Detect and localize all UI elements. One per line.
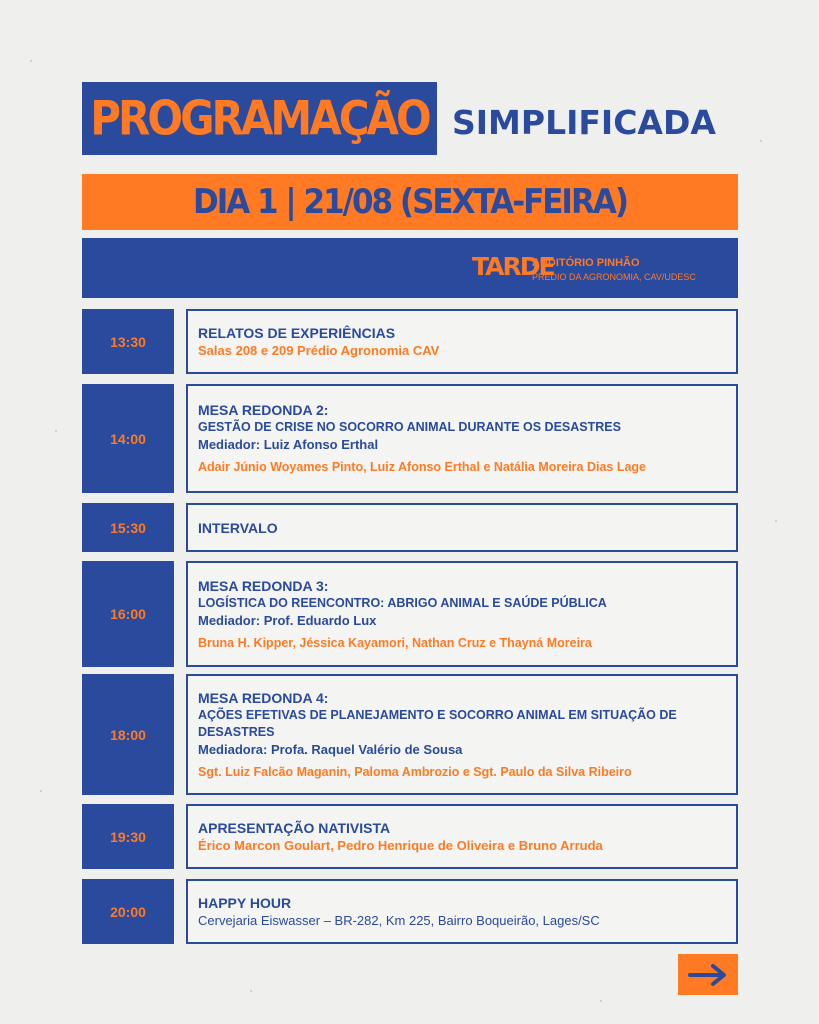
schedule-time: 19:30: [82, 804, 174, 869]
schedule-details: [186, 309, 738, 374]
schedule-speakers: Sgt. Luiz Falcão Maganin, Paloma Ambrozio e Sgt. Paulo da Silva Ribeiro: [198, 764, 632, 779]
schedule-title: MESA REDONDA 2:: [198, 402, 329, 418]
venue-name: AUDITÓRIO PINHÃO: [532, 257, 640, 269]
schedule-time: 16:00: [82, 561, 174, 667]
schedule-speakers: Bruna H. Kipper, Jéssica Kayamori, Nathan Cruz e Thayná Moreira: [198, 635, 592, 650]
schedule-time: 20:00: [82, 879, 174, 944]
schedule-subtitle: GESTÃO DE CRISE NO SOCORRO ANIMAL DURANTE OS DESASTRES: [198, 420, 621, 434]
schedule-item: [82, 384, 738, 493]
schedule-details: [186, 503, 738, 552]
schedule-mediator: Mediador: Luiz Afonso Erthal: [198, 437, 379, 452]
schedule-item: [82, 309, 738, 374]
schedule-subtitle: AÇÕES EFETIVAS DE PLANEJAMENTO E SOCORRO ANIMAL EM SITUAÇÃO DE DESASTRES: [198, 707, 677, 739]
schedule-address: Cervejaria Eiswasser – BR-282, Km 225, Bairro Boqueirão, Lages/SC: [198, 912, 600, 928]
venue-address: PRÉDIO DA AGRONOMIA, CAV/UDESC: [532, 272, 696, 282]
texture-speck: [775, 520, 777, 522]
texture-speck: [55, 430, 57, 432]
texture-speck: [250, 990, 252, 992]
schedule-title: MESA REDONDA 4:: [198, 689, 329, 706]
period-label: TARDE: [472, 252, 554, 281]
texture-speck: [600, 1000, 602, 1002]
schedule-speakers: Adair Júnio Woyames Pinto, Luiz Afonso Erthal e Natália Moreira Dias Lage: [198, 460, 647, 474]
title-banner: [82, 82, 437, 155]
schedule-details: [186, 384, 738, 493]
schedule-time: 18:00: [82, 674, 174, 795]
schedule-title: MESA REDONDA 3:: [198, 577, 329, 594]
schedule-item: [82, 879, 738, 944]
texture-speck: [40, 790, 42, 792]
page-title: PROGRAMAÇÃO: [90, 91, 429, 146]
page-subtitle: SIMPLIFICADA: [452, 103, 716, 142]
schedule-mediator: Mediador: Prof. Eduardo Lux: [198, 612, 377, 628]
schedule-title: RELATOS DE EXPERIÊNCIAS: [198, 324, 396, 341]
schedule-performers: Érico Marcon Goulart, Pedro Henrique de Oliveira e Bruno Arruda: [198, 837, 603, 853]
schedule-title: APRESENTAÇÃO NATIVISTA: [198, 819, 391, 836]
next-button[interactable]: [678, 954, 738, 995]
schedule-details: [186, 674, 738, 795]
day-banner: [82, 174, 738, 230]
arrow-right-icon: [687, 963, 729, 987]
texture-speck: [30, 60, 32, 62]
schedule-time: 13:30: [82, 309, 174, 374]
schedule-mediator: Mediadora: Profa. Raquel Valério de Sousa: [198, 741, 463, 757]
texture-speck: [760, 140, 762, 142]
schedule-details: [186, 804, 738, 869]
schedule-item: [82, 804, 738, 869]
schedule-details: [186, 561, 738, 667]
schedule-item: [82, 674, 738, 795]
schedule-details: [186, 879, 738, 944]
period-banner: [82, 238, 738, 298]
day-label: DIA 1 | 21/08 (SEXTA-FEIRA): [192, 182, 627, 222]
schedule-time: 14:00: [82, 384, 174, 493]
schedule-item: [82, 503, 738, 552]
schedule-title: HAPPY HOUR: [198, 894, 292, 911]
schedule-time: 15:30: [82, 503, 174, 552]
schedule-item: [82, 561, 738, 667]
schedule-location: Salas 208 e 209 Prédio Agronomia CAV: [198, 342, 440, 358]
schedule-subtitle: LOGÍSTICA DO REENCONTRO: ABRIGO ANIMAL E SAÚDE PÚBLICA: [198, 595, 607, 610]
schedule-title: INTERVALO: [198, 519, 278, 536]
